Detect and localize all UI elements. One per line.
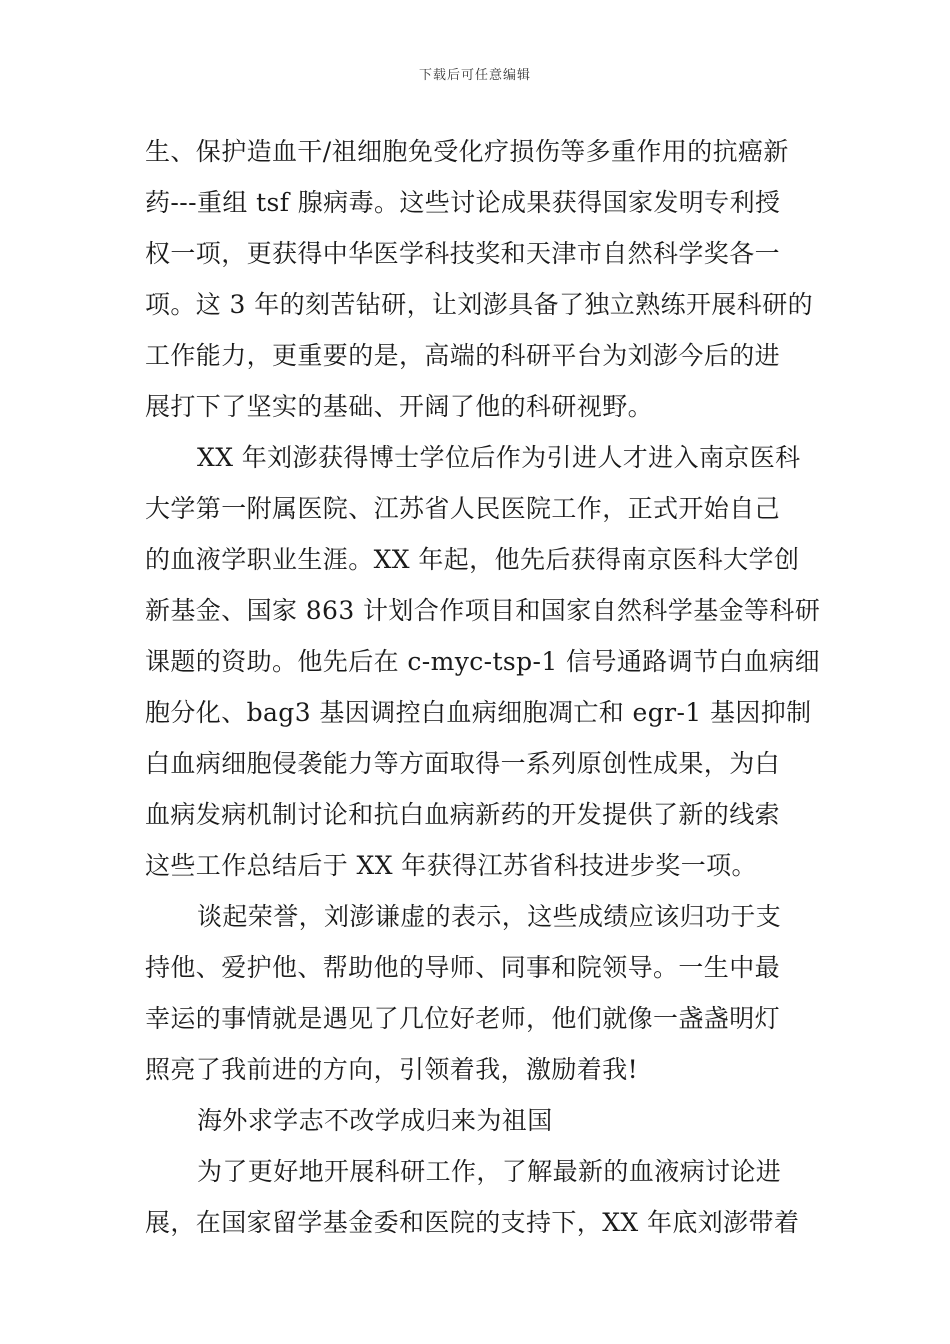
text-line: 展，在国家留学基金委和医院的支持下，XX 年底刘澎带着 (145, 1208, 800, 1237)
text-line: 新基金、国家 863 计划合作项目和国家自然科学基金等科研 (145, 596, 821, 625)
text-line: 展打下了坚实的基础、开阔了他的科研视野。 (145, 392, 654, 421)
text-line: 这些工作总结后于 XX 年获得江苏省科技进步奖一项。 (145, 851, 757, 880)
text-line: 白血病细胞侵袭能力等方面取得一系列原创性成果，为白 (145, 749, 781, 778)
text-line: 幸运的事情就是遇见了几位好老师，他们就像一盏盏明灯 (145, 1004, 781, 1033)
document-body (145, 126, 821, 1248)
text-line: 工作能力，更重要的是，高端的科研平台为刘澎今后的进 (145, 341, 781, 370)
paragraph-first-line: 谈起荣誉，刘澎谦虚的表示，这些成绩应该归功于支 (197, 902, 782, 931)
paragraph-first-line: 为了更好地开展科研工作，了解最新的血液病讨论进 (197, 1157, 782, 1186)
text-line: 的血液学职业生涯。XX 年起，他先后获得南京医科大学创 (145, 545, 800, 574)
text-line: 大学第一附属医院、江苏省人民医院工作，正式开始自己 (145, 494, 781, 523)
page-header: 下载后可任意编辑 (418, 68, 531, 83)
section-heading: 海外求学志不改学成归来为祖国 (197, 1106, 553, 1135)
text-line: 项。这 3 年的刻苦钻研，让刘澎具备了独立熟练开展科研的 (145, 290, 814, 319)
text-line: 药---重组 tsf 腺病毒。这些讨论成果获得国家发明专利授 (145, 188, 781, 217)
text-line: 照亮了我前进的方向，引领着我，激励着我! (145, 1055, 639, 1084)
text-line: 血病发病机制讨论和抗白血病新药的开发提供了新的线索 (145, 800, 781, 829)
text-line: 胞分化、bag3 基因调控白血病细胞凋亡和 egr-1 基因抑制 (145, 698, 812, 727)
text-line: 生、保护造血干/祖细胞免受化疗损伤等多重作用的抗癌新 (145, 137, 789, 166)
text-line: 持他、爱护他、帮助他的导师、同事和院领导。一生中最 (145, 953, 781, 982)
paragraph-first-line: XX 年刘澎获得博士学位后作为引进人才进入南京医科 (197, 443, 801, 472)
text-line: 权一项，更获得中华医学科技奖和天津市自然科学奖各一 (145, 239, 781, 268)
text-line: 课题的资助。他先后在 c-myc-tsp-1 信号通路调节白血病细 (145, 647, 821, 676)
